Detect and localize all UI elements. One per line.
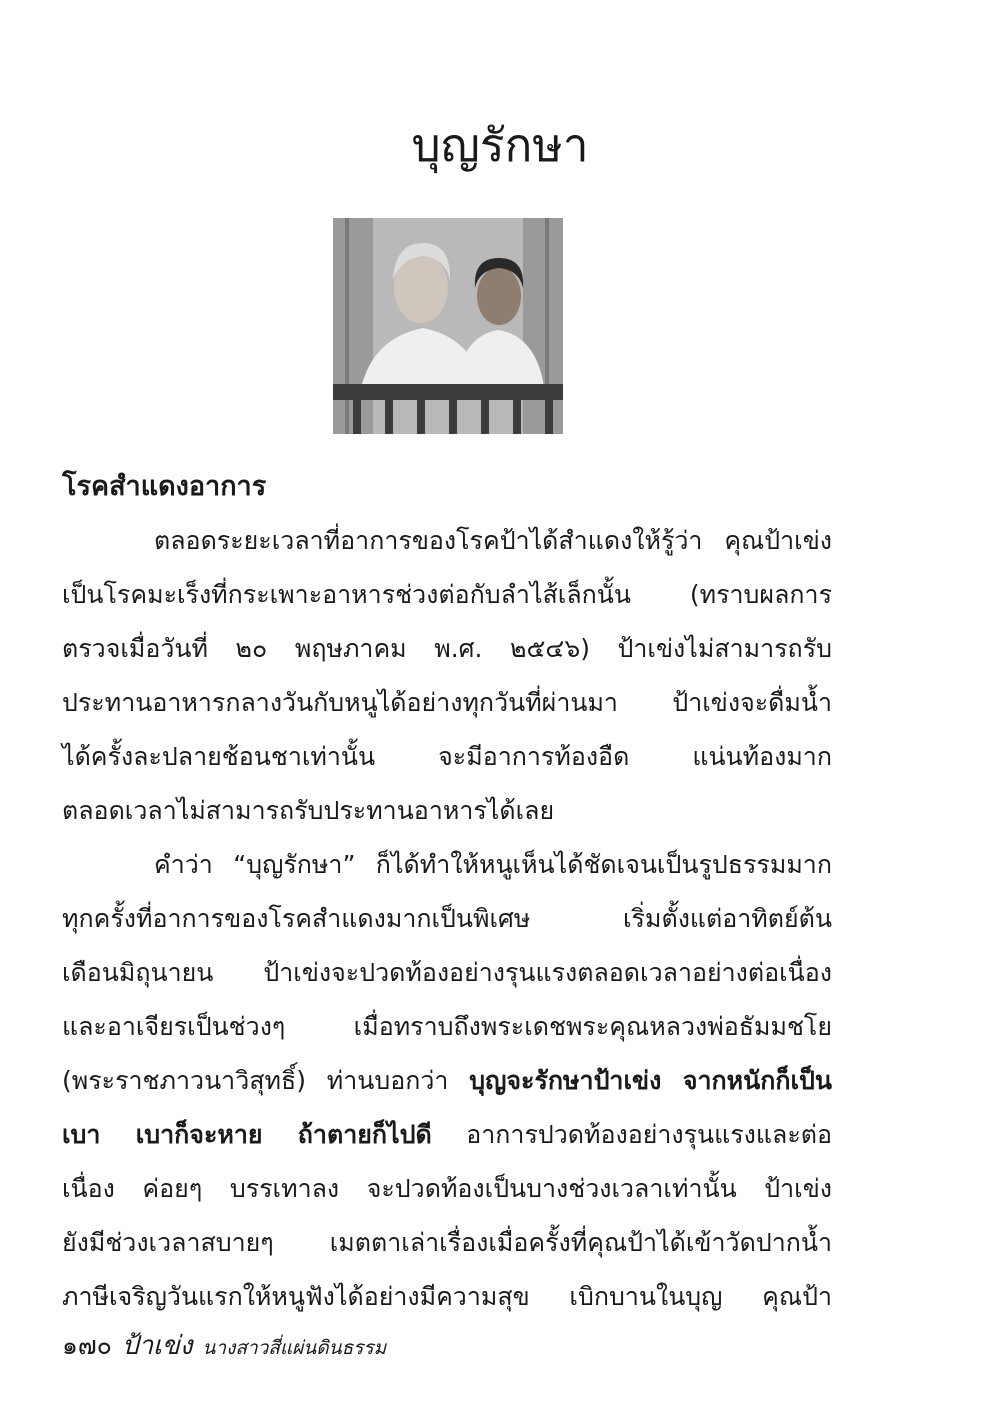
series-title: นางสาวสี่แผ่นดินธรรม — [202, 1337, 387, 1359]
portrait-photo-image — [333, 218, 563, 434]
paragraph-2 — [62, 838, 832, 1324]
text-line — [62, 1054, 832, 1108]
text-line: เดือนมิถุนายน ป้าเข่งจะปวดท้องอย่างรุนแรงตลอดเวลาอย่างต่อเนื่อง — [62, 958, 832, 987]
text-line: ตลอดเวลาไม่สามารถรับประทานอาหารได้เลย — [62, 796, 555, 825]
text-line: ตลอดระยะเวลาที่อาการของโรคป้าได้สำแดงให้รู้ว่า คุณป้าเข่ง — [154, 526, 832, 555]
text-normal: อาการปวดท้องอย่างรุนแรงและต่อ — [431, 1120, 833, 1149]
text-line: ประทานอาหารกลางวันกับหนูได้อย่างทุกวันที่ผ่านมา ป้าเข่งจะดื่มน้ำ — [62, 688, 832, 717]
section-heading: โรคสำแดงอาการ — [62, 471, 267, 502]
railing-post — [449, 400, 457, 434]
right-person-face — [477, 267, 521, 325]
railing-post — [545, 400, 553, 434]
paragraph-1 — [62, 514, 832, 838]
text-line: ภาษีเจริญวันแรกให้หนูฟังได้อย่างมีความสุข เบิกบานในบุญ คุณป้า — [62, 1282, 832, 1311]
text-bold-quote: บุญจะรักษาป้าเข่ง จากหนักก็เป็น — [469, 1066, 833, 1095]
page-title: บุญรักษา — [411, 118, 589, 172]
photo-pillar-left — [345, 218, 349, 434]
text-bold-quote: เบา เบาก็จะหาย ถ้าตายก็ไปดี — [62, 1120, 432, 1149]
text-line: เนื่อง ค่อยๆ บรรเทาลง จะปวดท้องเป็นบางช่วงเวลาเท่านั้น ป้าเข่ง — [62, 1174, 832, 1203]
text-line — [62, 1108, 832, 1162]
page-number: ๑๗๐ — [62, 1331, 112, 1360]
photo-wall-right — [523, 218, 563, 434]
text-normal: (พระราชภาวนาวิสุทธิ์) ท่านบอกว่า — [62, 1066, 470, 1095]
text-line: และอาเจียรเป็นช่วงๆ เมื่อทราบถึงพระเดชพระคุณหลวงพ่อธัมมชโย — [62, 1012, 832, 1041]
railing-post — [513, 400, 521, 434]
railing-post — [385, 400, 393, 434]
body-text — [62, 514, 832, 1324]
book-title: ป้าเข่ง — [121, 1331, 193, 1361]
text-line: ทุกครั้งที่อาการของโรคสำแดงมากเป็นพิเศษ เริ่มตั้งแต่อาทิตย์ต้น — [62, 904, 832, 933]
portrait-photo — [333, 218, 563, 434]
railing-post — [481, 400, 489, 434]
text-line: คำว่า “บุญรักษา” ก็ได้ทำให้หนูเห็นได้ชัดเจนเป็นรูปธรรมมาก — [154, 850, 832, 879]
text-line: เป็นโรคมะเร็งที่กระเพาะอาหารช่วงต่อกับลำไส้เล็กนั้น (ทราบผลการ — [62, 580, 832, 609]
page-footer — [62, 1326, 386, 1368]
railing-post — [417, 400, 425, 434]
text-line: ตรวจเมื่อวันที่ ๒๐ พฤษภาคม พ.ศ. ๒๕๔๖) ป้าเข่งไม่สามารถรับ — [62, 634, 832, 663]
railing-post — [353, 400, 361, 434]
text-line: ได้ครั้งละปลายช้อนชาเท่านั้น จะมีอาการท้องอืด แน่นท้องมาก — [62, 742, 832, 771]
railing-top — [333, 384, 563, 400]
text-line: ยังมีช่วงเวลาสบายๆ เมตตาเล่าเรื่องเมื่อครั้งที่คุณป้าได้เข้าวัดปากน้ำ — [62, 1228, 832, 1257]
